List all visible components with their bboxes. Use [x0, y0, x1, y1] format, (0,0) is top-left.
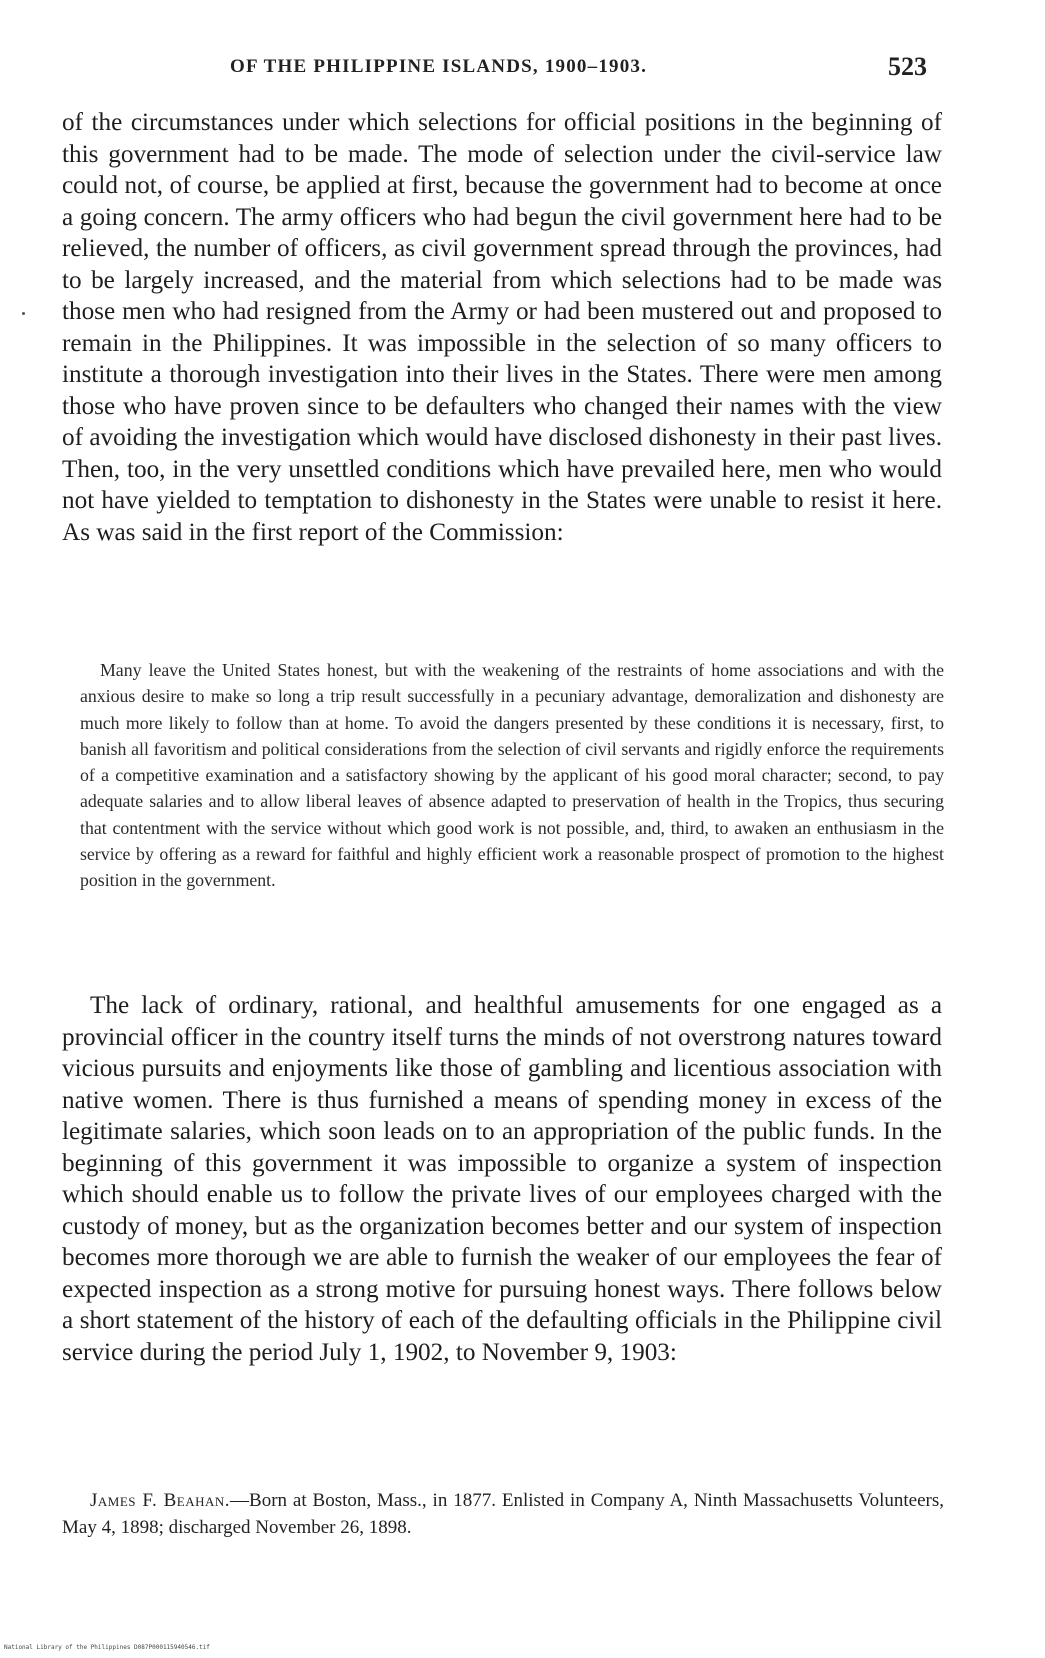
entry-name: James F. Beahan. [90, 1490, 231, 1511]
paragraph-opening: of the circumstances under which selections for official positions in the beginning of this government had to be made. The mode of selection under the civil-service law could not, of course, be applied at first, because the government had to become at once a going concern. The army officers who had begun the civil government here had to be relieved, the number of officers, as civil government spread through the provinces, had to be largely increased, and the material from which selections had to be made was those men who had resigned from the Army or had been mustered out and proposed to remain in the Philippines. It was impossible in the selection of so many officers to institute a thorough investigation into their lives in the States. There were men among those who have proven since to be defaulters who changed their names with the view of avoiding the investigation which would have disclosed dishonesty in their past lives. Then, too, in the very unsettled conditions which have prevailed here, men who would not have yielded to temptation to dishonesty in the States were unable to resist it here. As was said in the first report of the Commission: [62, 109, 942, 546]
defaulter-entry [62, 1487, 944, 1541]
page-number: 523 [888, 52, 927, 81]
paragraph-amusements: The lack of ordinary, rational, and healthful amusements for one engaged as a provincial officer in the country itself turns the minds of not overstrong natures toward vicious pursuits and enjoyments like those of gambling and licentious association with native women. There is thus furnished a means of spending money in excess of the legitimate salaries, which soon leads on to an appropriation of the public funds. In the beginning of this government it was impossible to organize a system of inspection which should enable us to follow the private lives of our employees charged with the custody of money, but as the organization becomes better and our system of inspection becomes more thorough we are able to furnish the weaker of our employees the fear of expected inspection as a strong motive for pursuing honest ways. There follows below a short statement of the history of each of the defaulting officials in the Philippine civil service during the period July 1, 1902, to November 9, 1903: [62, 992, 942, 1366]
block-quote: Many leave the United States honest, but with the weakening of the restraints of home associations and with the anxious desire to make so long a trip result successfully in a pecuniary advantage, demoralization and dishonesty are much more likely to follow than at home. To avoid the dangers presented by these conditions it is necessary, first, to banish all favoritism and political considerations from the selection of civil servants and rigidly enforce the requirements of a competitive examination and a satisfactory showing by the applicant of his good moral character; second, to pay adequate salaries and to allow liberal leaves of absence adapted to preservation of health in the Tropics, thus securing that contentment with the service without which good work is not possible, and, third, to awaken an enthusiasm in the service by offering as a reward for faithful and highly efficient work a reasonable prospect of promotion to the highest position in the government. [80, 660, 944, 891]
running-title: OF THE PHILIPPINE ISLANDS, 1900–1903. [230, 56, 648, 77]
scan-footer: National Library of the Philippines D087P000115940546.tif [4, 1644, 210, 1651]
margin-mark [22, 312, 25, 315]
entry-text: —Born at Boston, Mass., in 1877. Enlisted in Company A, Ninth Massachusetts Volunteers, May 4, 1898; discharged November 26, 1898. [62, 1490, 944, 1538]
running-header [0, 52, 1045, 86]
